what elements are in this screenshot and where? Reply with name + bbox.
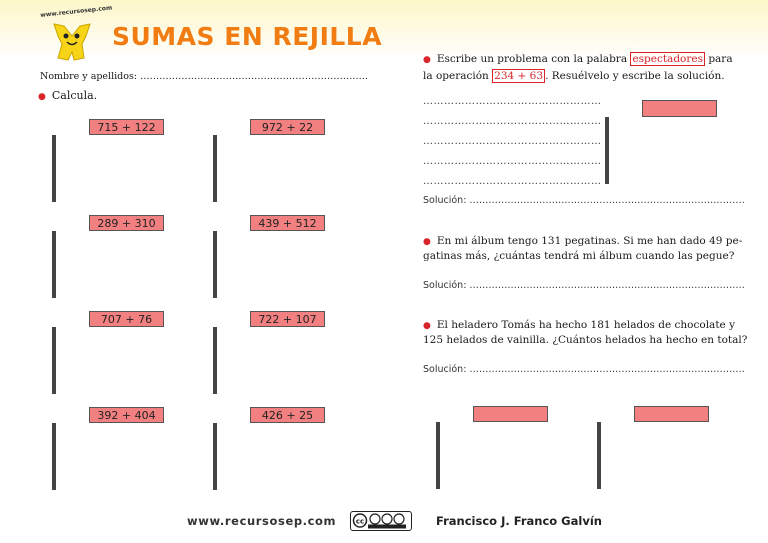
writing-line[interactable]: …………………………………………… bbox=[423, 116, 602, 127]
digit-cell[interactable] bbox=[55, 136, 56, 158]
solution-line-1[interactable]: Solución: …………………………………………………………………………… bbox=[423, 195, 745, 206]
grid-row bbox=[53, 276, 56, 298]
problem2-text1: En mi álbum tengo 131 pegatinas. Si me han dado 49 pe- bbox=[436, 235, 743, 247]
grid-table bbox=[597, 422, 601, 489]
digit-cell[interactable] bbox=[600, 423, 601, 445]
author-name: Francisco J. Franco Galvín bbox=[436, 514, 602, 528]
svg-text:cc: cc bbox=[355, 517, 365, 526]
grid-row bbox=[214, 328, 217, 350]
grid-row bbox=[53, 350, 56, 372]
name-field[interactable]: Nombre y apellidos: ……………………………………………………………… bbox=[40, 71, 369, 82]
grid-row bbox=[53, 468, 56, 490]
digit-cell[interactable] bbox=[55, 232, 56, 254]
writing-line[interactable]: …………………………………………… bbox=[423, 96, 602, 107]
grid-table bbox=[52, 423, 56, 490]
problem2-line2: gatinas más, ¿cuántas tendrá mi álbum cuando las pegue? bbox=[423, 250, 735, 262]
digit-cell[interactable] bbox=[55, 254, 56, 276]
digit-cell[interactable] bbox=[600, 467, 601, 489]
cc-license-icon bbox=[351, 512, 410, 529]
digit-cell[interactable] bbox=[216, 350, 217, 372]
digit-cell[interactable] bbox=[439, 423, 440, 445]
writing-line[interactable]: …………………………………………… bbox=[423, 136, 602, 147]
grid-row bbox=[214, 180, 217, 202]
digit-cell[interactable] bbox=[216, 276, 217, 298]
grid-header bbox=[473, 406, 548, 422]
digit-cell[interactable] bbox=[216, 424, 217, 446]
digit-cell[interactable] bbox=[216, 468, 217, 490]
grid-row bbox=[214, 372, 217, 394]
grid-row bbox=[606, 118, 609, 140]
grid-row bbox=[53, 136, 56, 158]
grid-row bbox=[598, 467, 601, 489]
grid-table bbox=[213, 135, 217, 202]
grid-row bbox=[53, 180, 56, 202]
calcula-instruction bbox=[38, 89, 97, 102]
digit-cell[interactable] bbox=[600, 445, 601, 467]
digit-cell[interactable] bbox=[55, 446, 56, 468]
word-box: espectadores bbox=[632, 53, 703, 65]
digit-cell[interactable] bbox=[439, 467, 440, 489]
digit-cell[interactable] bbox=[55, 350, 56, 372]
digit-cell[interactable] bbox=[608, 140, 609, 162]
grid-row bbox=[598, 423, 601, 445]
solution-line-3[interactable]: Solución: …………………………………………………………………………… bbox=[423, 364, 745, 375]
grid-header: 426 + 25 bbox=[250, 407, 325, 423]
digit-cell[interactable] bbox=[216, 158, 217, 180]
digit-cell[interactable] bbox=[216, 136, 217, 158]
grid-header: 289 + 310 bbox=[89, 215, 164, 231]
grid-table bbox=[52, 231, 56, 298]
problem1-prefix: Escribe un problema con la palabra bbox=[436, 53, 628, 65]
grid-row bbox=[53, 446, 56, 468]
digit-cell[interactable] bbox=[216, 446, 217, 468]
digit-cell[interactable] bbox=[216, 232, 217, 254]
grid-table bbox=[213, 327, 217, 394]
grid-row bbox=[53, 424, 56, 446]
grid-header: 707 + 76 bbox=[89, 311, 164, 327]
bullet-icon: ● bbox=[423, 321, 431, 331]
grid-table bbox=[52, 135, 56, 202]
operation-box: 234 + 63 bbox=[494, 70, 544, 82]
grid-row bbox=[606, 140, 609, 162]
problem1-op-suffix: . Resuélvelo y escribe la solución. bbox=[545, 70, 725, 82]
digit-cell[interactable] bbox=[216, 372, 217, 394]
digit-cell[interactable] bbox=[608, 162, 609, 184]
digit-cell[interactable] bbox=[55, 158, 56, 180]
grid-table bbox=[213, 423, 217, 490]
digit-cell[interactable] bbox=[55, 372, 56, 394]
grid-table bbox=[436, 422, 440, 489]
digit-cell[interactable] bbox=[608, 118, 609, 140]
digit-cell[interactable] bbox=[216, 254, 217, 276]
grid-row bbox=[53, 232, 56, 254]
grid-row bbox=[53, 254, 56, 276]
digit-cell[interactable] bbox=[55, 180, 56, 202]
bullet-icon: ● bbox=[38, 92, 46, 102]
problem3-text1: El heladero Tomás ha hecho 181 helados de chocolate y bbox=[436, 319, 736, 331]
writing-line[interactable]: …………………………………………… bbox=[423, 156, 602, 167]
bullet-icon: ● bbox=[423, 55, 431, 65]
grid-row bbox=[214, 254, 217, 276]
logo-site-text: www.recursosep.com bbox=[40, 4, 113, 19]
digit-cell[interactable] bbox=[216, 180, 217, 202]
grid-header: 715 + 122 bbox=[89, 119, 164, 135]
digit-cell[interactable] bbox=[55, 328, 56, 350]
grid-row bbox=[214, 158, 217, 180]
grid-row bbox=[214, 446, 217, 468]
grid-row bbox=[53, 372, 56, 394]
calcula-label: Calcula. bbox=[51, 89, 98, 102]
grid-header: 392 + 404 bbox=[89, 407, 164, 423]
footer-site: www.recursosep.com bbox=[187, 514, 337, 528]
grid-row bbox=[437, 445, 440, 467]
grid-table bbox=[213, 231, 217, 298]
page-title: SUMAS EN REJILLA bbox=[112, 22, 383, 51]
problem3-line2: 125 helados de vainilla. ¿Cuántos helados ha hecho en total? bbox=[423, 334, 748, 346]
grid-row bbox=[437, 467, 440, 489]
grid-row bbox=[214, 350, 217, 372]
grid-header bbox=[634, 406, 709, 422]
problem1-line2 bbox=[423, 68, 725, 84]
grid-table bbox=[605, 117, 609, 184]
grid-row bbox=[214, 424, 217, 446]
bullet-icon: ● bbox=[423, 237, 431, 247]
grid-header bbox=[642, 100, 717, 117]
problem1-line1 bbox=[423, 51, 733, 68]
grid-row bbox=[214, 468, 217, 490]
grid-row bbox=[53, 328, 56, 350]
digit-cell[interactable] bbox=[55, 276, 56, 298]
problem1-op-prefix: la operación bbox=[423, 70, 489, 82]
mascot-logo-icon bbox=[44, 22, 100, 62]
writing-line[interactable]: …………………………………………… bbox=[423, 176, 602, 187]
grid-header: 972 + 22 bbox=[250, 119, 325, 135]
grid-row bbox=[606, 162, 609, 184]
digit-cell[interactable] bbox=[216, 328, 217, 350]
problem1-suffix: para bbox=[708, 53, 733, 65]
cc-license-badge bbox=[350, 511, 412, 531]
grid-table bbox=[52, 327, 56, 394]
digit-cell[interactable] bbox=[55, 468, 56, 490]
solution-line-2[interactable]: Solución: …………………………………………………………………………… bbox=[423, 280, 745, 291]
digit-cell[interactable] bbox=[55, 424, 56, 446]
grid-header: 439 + 512 bbox=[250, 215, 325, 231]
grid-header: 722 + 107 bbox=[250, 311, 325, 327]
grid-row bbox=[214, 276, 217, 298]
grid-row bbox=[437, 423, 440, 445]
digit-cell[interactable] bbox=[439, 445, 440, 467]
grid-row bbox=[214, 232, 217, 254]
grid-row bbox=[53, 158, 56, 180]
grid-row bbox=[598, 445, 601, 467]
grid-row bbox=[214, 136, 217, 158]
